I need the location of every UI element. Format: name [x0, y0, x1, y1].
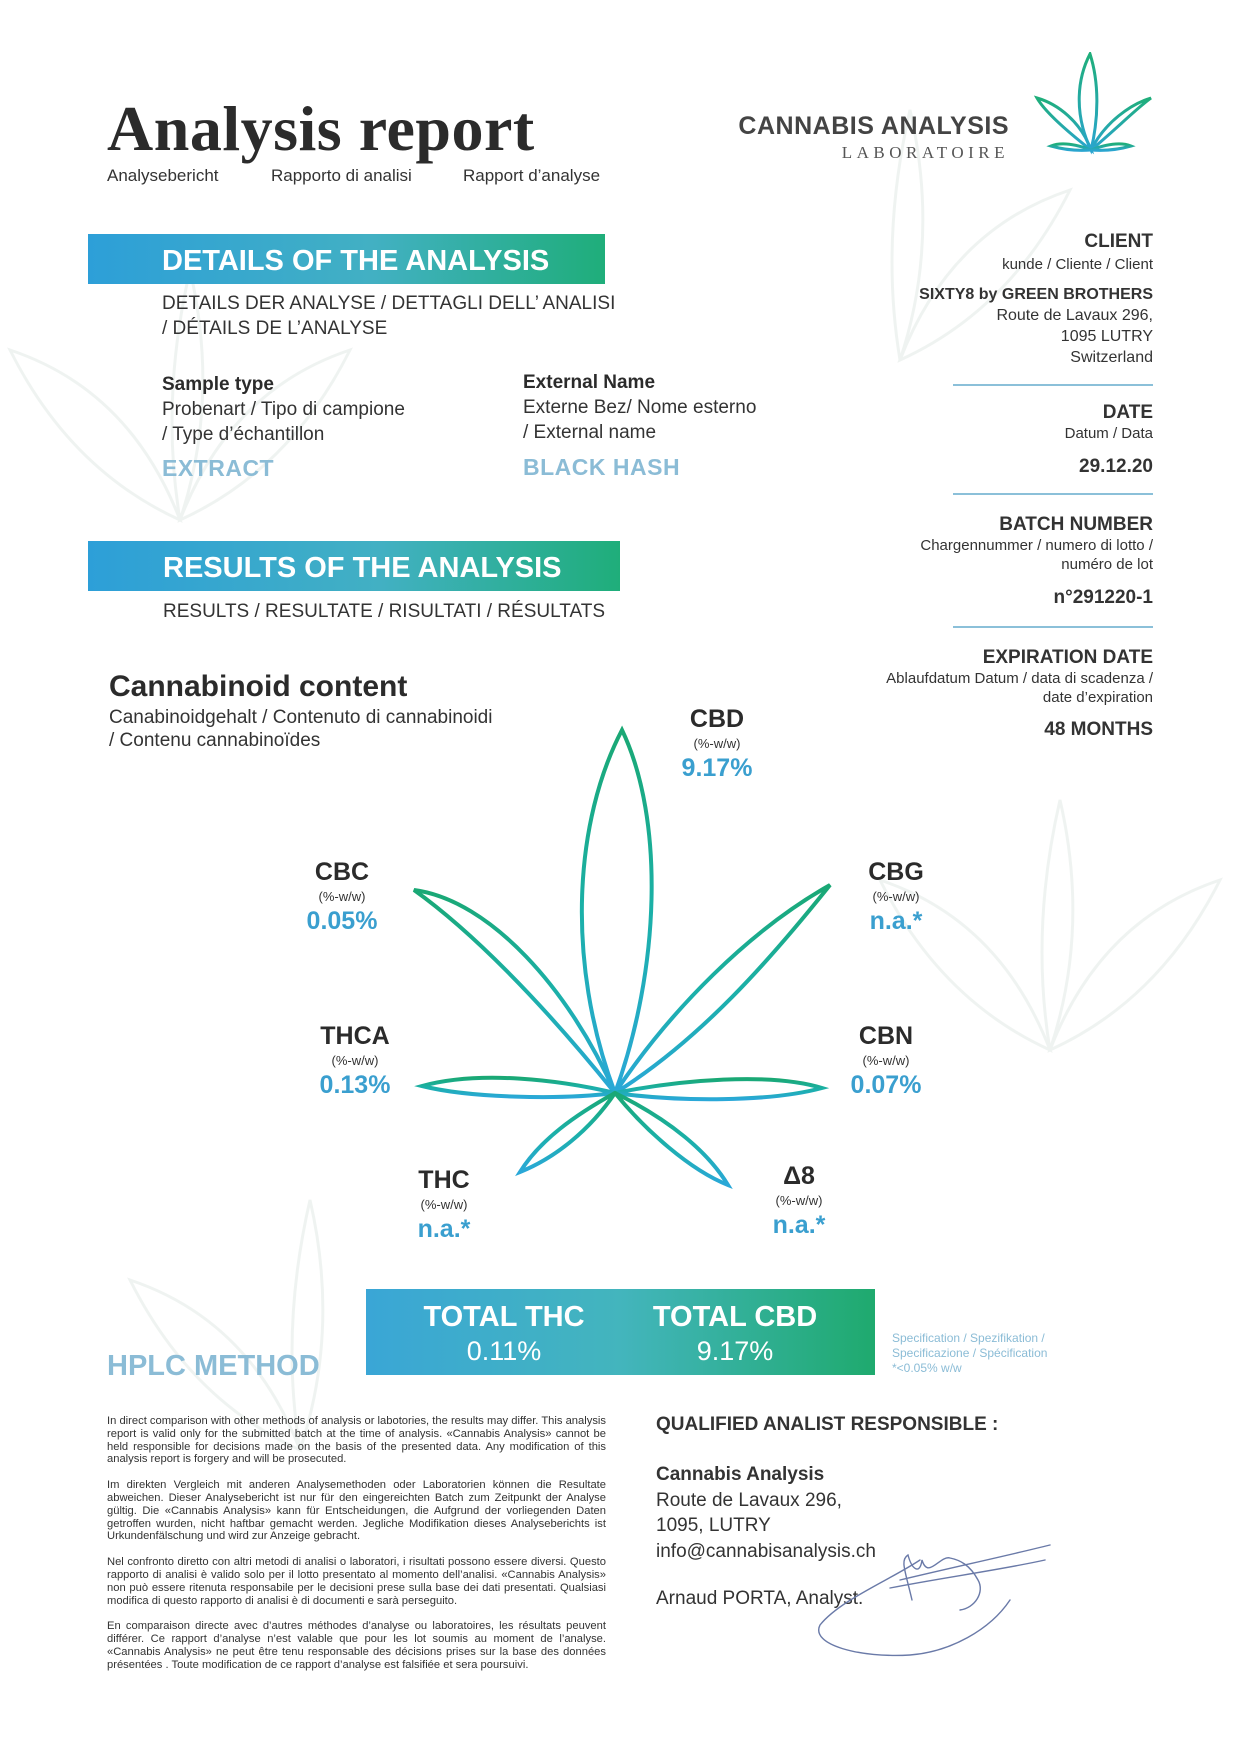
logo-leaf-icon	[1033, 52, 1155, 162]
cannabinoid-cbn: CBN (%-w/w) 0.07%	[806, 1022, 966, 1100]
cbg-value: n.a.*	[869, 907, 923, 935]
signature-image	[800, 1530, 1060, 1670]
divider	[953, 626, 1153, 628]
batch-heading: BATCH NUMBER	[999, 514, 1153, 535]
results-subtitle: RESULTS / RESULTATE / RISULTATI / RÉSULTATS	[163, 601, 605, 622]
client-heading: CLIENT	[1084, 231, 1153, 252]
responsible-email: info@cannabisanalysis.ch	[656, 1540, 876, 1562]
analyst-name: Arnaud PORTA, Analyst.	[656, 1588, 864, 1609]
subtitle-it: Rapporto di analisi	[271, 166, 412, 185]
subtitle-de: Analysebericht	[107, 166, 219, 185]
expiration-value: 48 MONTHS	[1044, 719, 1153, 740]
client-address: Route de Lavaux 296, 1095 LUTRY Switzerland	[996, 307, 1153, 366]
cannabis-leaf-graphic	[400, 720, 850, 1200]
specification-note: Specification / Spezifikation / Specificazione / Spécification *<0.05% w/w	[892, 1331, 1048, 1375]
divider	[953, 493, 1153, 495]
expiration-heading: EXPIRATION DATE	[982, 647, 1153, 668]
date-block: DATE Datum / Data 29.12.20	[1064, 402, 1153, 477]
total-cbd: TOTAL CBD 9.17%	[620, 1301, 850, 1367]
method-label: HPLC METHOD	[107, 1350, 320, 1382]
thca-value: 0.13%	[319, 1071, 391, 1099]
cannabinoid-content-title: Cannabinoid content	[109, 670, 408, 703]
cannabinoid-cbg: CBG (%-w/w) n.a.*	[816, 858, 976, 936]
date-value: 29.12.20	[1079, 456, 1153, 477]
cannabinoid-cbc: CBC (%-w/w) 0.05%	[262, 858, 422, 936]
totals-band	[366, 1289, 875, 1375]
details-band: DETAILS OF THE ANALYSIS	[88, 234, 605, 284]
cbd-value: 9.17%	[681, 754, 753, 782]
batch-block: BATCH NUMBER Chargennummer / numero di lotto / numéro de lot n°291220-1	[920, 514, 1153, 608]
delta8-value: n.a.*	[772, 1211, 826, 1239]
total-thc: TOTAL THC 0.11%	[389, 1301, 619, 1367]
cannabinoid-cbd: CBD (%-w/w) 9.17%	[637, 705, 797, 783]
cbn-value: 0.07%	[850, 1071, 922, 1099]
disclaimer-fr: En comparaison directe avec d’autres méthodes d’analyse ou laboratoires, les résultats peuvent différer. Ce rapport d’analyse n’est valable que pour les lot soumis au moment de l’analyse. «Cannabis Analysis» ne peut être tenu responsable des décisions prises sur la base des données présentées . Toute modification de ce rapport d’analyse est falsifiée et sera poursuivi.	[107, 1620, 606, 1671]
expiration-block: EXPIRATION DATE Ablaufdatum Datum / data di scadenza / date d’expiration 48 MONTHS	[886, 647, 1153, 740]
brand-subtitle: LABORATOIRE	[841, 143, 1009, 162]
disclaimer-it: Nel confronto diretto con altri metodi di analisi o laboratori, i risultati possono essere diversi. Questo rapporto di analisi è valido solo per il lotto presentato al momento dell’analisi. «Cannabis Analysis» non può essere ritenuta responsabile per le decisioni prese sulla base dei dati presentati. Qualsiasi modifica di questo rapporto di analisi è di documenti e sarà perseguito.	[107, 1556, 606, 1607]
disclaimer	[107, 1415, 606, 1685]
sample-type-label: Sample type	[162, 374, 274, 395]
subtitle-fr: Rapport d’analyse	[463, 166, 601, 185]
responsible-address: Cannabis Analysis Route de Lavaux 296, 1095, LUTRY info@cannabisanalysis.ch	[656, 1462, 876, 1564]
sample-type-value: EXTRACT	[162, 455, 275, 481]
external-name-value: BLACK HASH	[523, 454, 681, 480]
external-name-block: External Name Externe Bez/ Nome esterno / External name	[523, 372, 757, 443]
disclaimer-de: Im direkten Vergleich mit anderen Analysemethoden oder Laboratorien können die Resultate abweichen. Dieser Analysebericht ist nur für den eingereichten Batch zum Zeitpunkt der Analyse gültig. Die «Cannabis Analysis» kann für Entscheidungen, die Aufgrund der vorliegenden Daten getroffen wurden, nicht haftbar gemacht werden. Jegliche Modifikation dieses Analyseberichts ist Urkundenfälschung und wird zur Anzeige gebracht.	[107, 1479, 606, 1543]
disclaimer-en: In direct comparison with other methods of analysis or labotories, the results may differ. This analysis report is valid only for the submitted batch at the time of analysis. «Cannabis Analysis» cannot be held responsible for decisions made on the basis of the presented data. Any modification of this analysis report is forgery and will be prosecuted.	[107, 1415, 606, 1466]
total-thc-value: 0.11%	[466, 1336, 542, 1366]
sample-type-block: Sample type Probenart / Tipo di campione / Type d’échantillon	[162, 374, 405, 445]
details-subtitle: DETAILS DER ANALYSE / DETTAGLI DELL’ ANALISI / DÉTAILS DE L’ANALYSE	[162, 293, 616, 339]
divider	[953, 384, 1153, 386]
responsible-heading: QUALIFIED ANALIST RESPONSIBLE :	[656, 1414, 999, 1435]
client-name: SIXTY8 by GREEN BROTHERS	[919, 286, 1153, 303]
cbc-value: 0.05%	[306, 907, 378, 935]
cannabinoid-thca: THCA (%-w/w) 0.13%	[275, 1022, 435, 1100]
batch-value: n°291220-1	[1053, 587, 1153, 608]
external-name-label: External Name	[523, 372, 656, 393]
report-title: Analysis report	[107, 93, 535, 164]
brand-name: CANNABIS ANALYSIS	[738, 112, 1009, 140]
client-block: CLIENT kunde / Cliente / Client SIXTY8 by GREEN BROTHERS Route de Lavaux 296, 1095 LUTRY Switzerland	[919, 231, 1153, 366]
cannabinoid-thc: THC (%-w/w) n.a.*	[364, 1166, 524, 1244]
results-band: RESULTS OF THE ANALYSIS	[88, 541, 620, 591]
total-cbd-value: 9.17%	[696, 1336, 774, 1366]
date-heading: DATE	[1102, 402, 1153, 423]
responsible-company: Cannabis Analysis	[656, 1464, 825, 1485]
thc-value: n.a.*	[417, 1215, 471, 1243]
cannabinoid-delta8: Δ8 (%-w/w) n.a.*	[719, 1162, 879, 1240]
cannabinoid-content-subtitle: Canabinoidgehalt / Contenuto di cannabinoidi / Contenu cannabinoïdes	[109, 707, 493, 751]
